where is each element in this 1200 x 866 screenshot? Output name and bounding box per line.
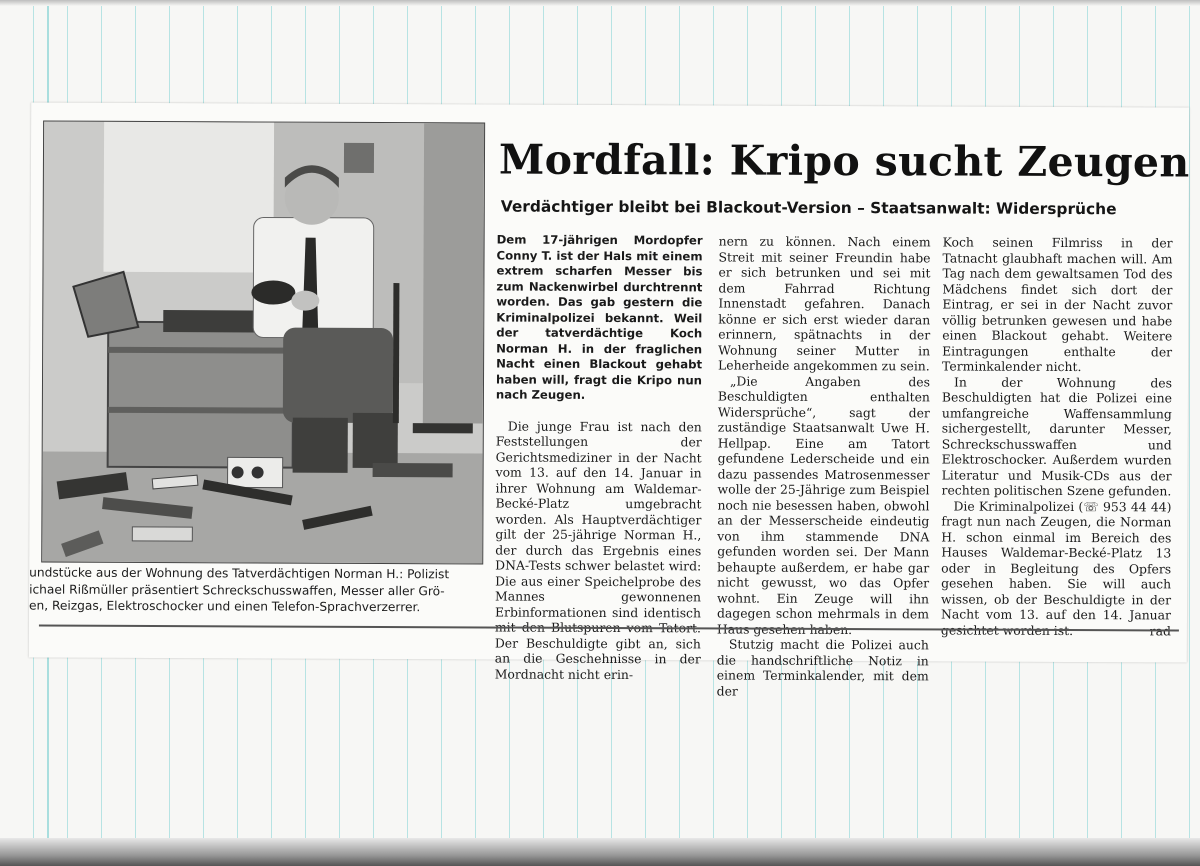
caption-line: undstücke aus der Wohnung des Tatverdächtigen Norman H.: Polizist bbox=[29, 565, 450, 582]
newspaper-clipping bbox=[28, 102, 1190, 699]
article-column-1 bbox=[495, 233, 703, 683]
article-paragraph: Stutzig macht die Polizei auch die handschriftliche Notiz in einem Terminkalender, mit dem der bbox=[716, 636, 929, 699]
caption-line: en, Reizgas, Elektroschocker und einen Telefon-Sprachverzerrer. bbox=[28, 598, 421, 615]
article-paragraph: nern zu können. Nach einem Streit mit seiner Freundin habe er sich betrunken und sei mit dem Fahrrad Richtung Innenstadt gefahren. Danach könne er sich erst wieder daran erinnern, spätnachts in der Wohnung seiner Mutter in Leherheide angekommen zu sein. bbox=[718, 233, 931, 374]
caption-line: ichael Rißmüller präsentiert Schreckschusswaffen, Messer aller Grö- bbox=[29, 581, 445, 598]
article-headline: Mordfall: Kripo sucht Zeugen bbox=[498, 135, 1190, 187]
article-column-3 bbox=[941, 234, 1173, 638]
article-paragraph bbox=[941, 498, 1172, 639]
article-paragraph: Koch seinen Filmriss in der Tatnacht glaubhaft machen will. Am Tag nach dem gewaltsamen Tod des Mädchens findet sich dort der Eintrag, er sei in der Nacht zuvor völlig betrunken gewesen und habe einen Blackout gehabt. Weitere Eintragungen enthalte der Terminkalender nicht. bbox=[942, 234, 1173, 375]
article-paragraph: In der Wohnung des Beschuldigten hat die Polizei eine umfangreiche Waffensammlung sichergestellt, darunter Messer, Schreckschusswaffen und Elektroschocker. Außerdem wurden Literatur und Musik-CDs aus der rechten politischen Szene gefunden. bbox=[941, 374, 1173, 499]
scan-edge-top bbox=[0, 0, 1200, 6]
article-paragraph: „Die Angaben des Beschuldigten enthalten Widersprüche“, sagt der zuständige Staatsanwalt Uwe H. Hellpap. Eine am Tatort gefundene Lederscheide und ein dazu passendes Matrosenmesser wolle der 25-Jährige zum Beispiel noch nie besessen haben, obwohl an der Messerscheide eindeutig von ihm stammende DNA gefunden worden sei. Der Mann behaupte außerdem, er habe gar nicht gewusst, wo das Opfer wohnt. Ein Zeuge will ihn dagegen schon mehrmals in dem bbox=[716, 373, 931, 622]
scan-edge-bottom bbox=[0, 838, 1200, 866]
article-photo bbox=[41, 121, 485, 565]
photo-caption bbox=[29, 564, 481, 615]
article-subheadline: Verdächtiger bleibt bei Blackout-Version – Staatsanwalt: Widersprüche bbox=[500, 197, 1117, 219]
article-lead: Dem 17-jährigen Mordopfer Conny T. ist der Hals mit einem extrem scharfen Messer bis zum Nackenwirbel durchtrennt worden. Das gab gestern die Kriminalpolizei bekannt. Weil der tatverdächtige Koch Norman H. in der fraglichen Nacht einen Blackout gehabt haben will, fragt die Kripo nun nach Zeugen. bbox=[495, 232, 703, 402]
article-paragraph: Die junge Frau ist nach den Feststellungen der Gerichtsmediziner in der Nacht vom 13. auf den 14. Januar in ihrer Wohnung am Waldemar-Becké-Platz umgebracht worden. Als Hauptverdächtiger gilt der 25-jährige Norman H., der durch das Ergebnis eines DNA-Tests schwer belastet wird: Die aus einer Speichelprobe des Mannes gewonnenen Erbinformationen sind identisch Der Beschuldigte gibt an, sich an die Geschehnisse in der Mordnacht nicht erin- bbox=[494, 418, 702, 682]
article-paragraph-text: Die Kriminalpolizei (☏ 953 44 44) fragt nun nach Zeugen, die Norman H. schon einmal im Bereich des Hauses Waldemar-Becké-Platz 13 oder in Begleitung des Opfers gesehen haben. Sie will auch wissen, ob der Beschuldigte in der Nacht vom 13. auf den 14. Januar bbox=[940, 498, 1172, 623]
police-officer-photo bbox=[42, 122, 484, 564]
